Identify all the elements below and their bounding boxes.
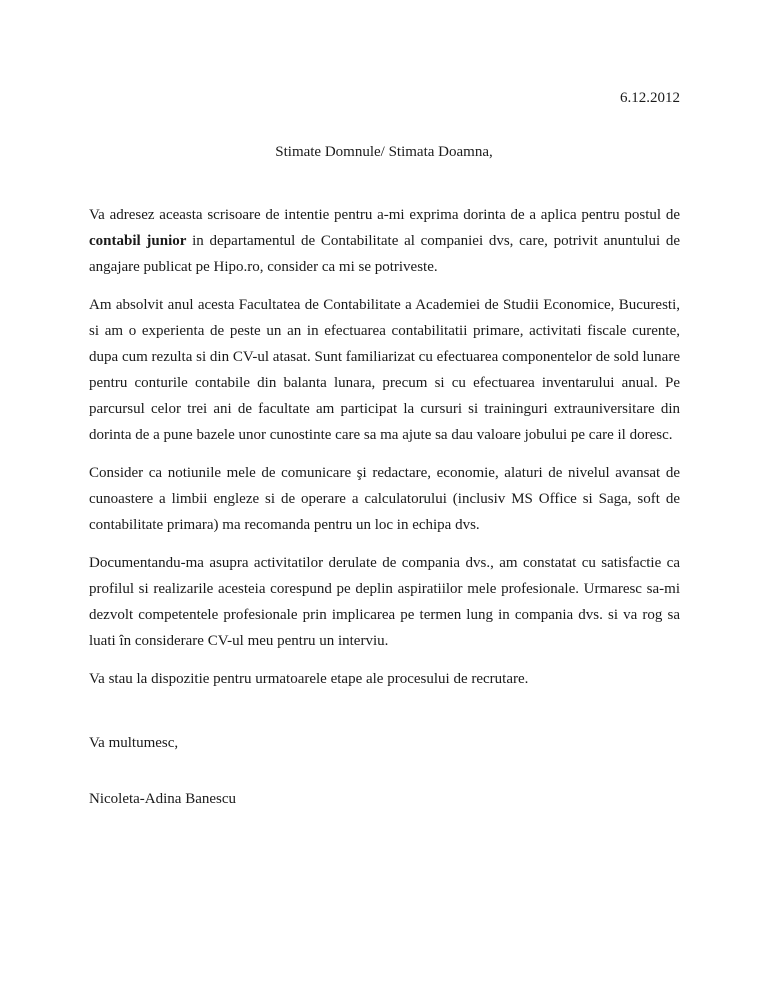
paragraph-intro-start: Va adresez aceasta scrisoare de intentie pentru a-mi exprima dorinta de a aplica pentru postul de <box>89 207 680 223</box>
paragraph-intro-end: in departamentul de Contabilitate al companiei dvs, care, potrivit anuntului de angajare publicat pe Hipo.ro, consider ca mi se potriveste. <box>89 233 680 275</box>
letter-body <box>89 202 680 704</box>
letter-salutation: Stimate Domnule/ Stimata Doamna, <box>275 144 493 160</box>
letter-signature: Nicoleta-Adina Banescu <box>89 791 237 807</box>
paragraph-availability: Va stau la dispozitie pentru urmatoarele etape ale procesului de recrutare. <box>89 671 529 687</box>
job-title-emphasis: contabil junior <box>89 233 187 249</box>
letter-closing: Va multumesc, <box>89 735 179 751</box>
paragraph-education: Am absolvit anul acesta Facultatea de Contabilitate a Academiei de Studii Economice, Bucuresti, si am o experienta de peste un an in efectuarea contabilitatii primare, activitati fiscale curente, dupa cum rezulta si din CV-ul atasat. Sunt familiarizat cu efectuarea componentelor de sold lunare pentru conturile contabile din balanta lunara, precum si cu efectuarea inventarului anual. Pe parcursul celor trei ani de facultate am participat la cursuri si traininguri extrauniversitare din dorinta de a pune bazele unor cunostinte care sa ma ajute sa dau valoare jobului pe care il doresc. <box>89 297 680 443</box>
paragraph-intro <box>89 202 680 280</box>
letter-date: 6.12.2012 <box>620 90 680 106</box>
paragraph-skills: Consider ca notiunile mele de comunicare şi redactare, economie, alaturi de nivelul avansat de cunoastere a limbii engleze si de operare a calculatorului (inclusiv MS Office si Saga, soft de contabilitate primara) ma recomanda pentru un loc in echipa dvs. <box>89 465 680 533</box>
paragraph-motivation: Documentandu-ma asupra activitatilor derulate de compania dvs., am constatat cu satisfactie ca profilul si realizarile acesteia corespund pe deplin aspiratiilor mele profesionale. Urmaresc sa-mi dezvolt competentele profesionale prin implicarea pe termen lung in compania dvs. si va rog sa luati în considerare CV-ul meu pentru un interviu. <box>89 555 680 649</box>
